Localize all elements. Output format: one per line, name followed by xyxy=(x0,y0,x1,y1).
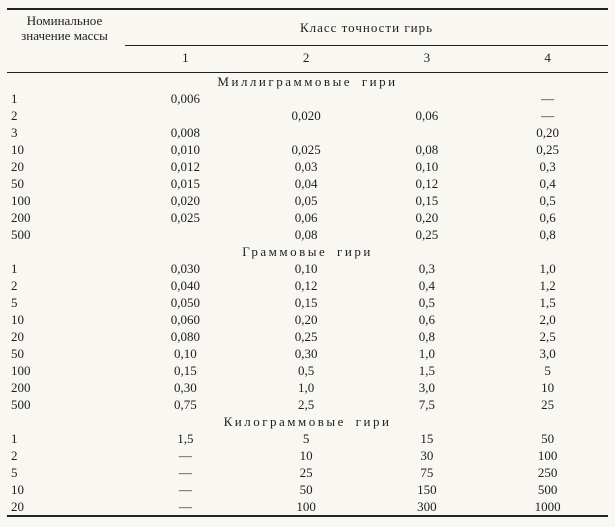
tolerance-class-4: 2,5 xyxy=(539,329,556,344)
tolerance-class-1: 0,30 xyxy=(174,380,197,395)
tolerance-class-2: 0,08 xyxy=(294,227,318,242)
nominal-mass-value: 1 xyxy=(11,431,18,446)
nominal-mass-value: 1 xyxy=(11,91,18,106)
tolerance-class-3: 0,10 xyxy=(415,159,439,174)
tolerance-class-4: 0,4 xyxy=(539,176,556,191)
tolerance-class-3: 15 xyxy=(420,431,434,446)
tolerance-class-3: 1,0 xyxy=(418,346,435,361)
tolerance-class-1: 0,75 xyxy=(174,397,197,412)
tolerance-class-4: 25 xyxy=(541,397,555,412)
tolerance-class-3: 0,15 xyxy=(415,193,439,208)
table-row xyxy=(7,107,608,124)
tolerance-class-2: 0,04 xyxy=(294,176,318,191)
table-row xyxy=(7,328,608,345)
tolerance-class-3: 0,12 xyxy=(415,176,439,191)
class-col-4: 4 xyxy=(544,50,551,65)
nominal-mass-value: 5 xyxy=(11,465,18,480)
tolerance-class-2: 50 xyxy=(299,482,313,497)
tolerance-class-3: 0,06 xyxy=(415,108,439,123)
nominal-mass-value: 3 xyxy=(11,125,18,140)
tolerance-class-3: 0,8 xyxy=(418,329,435,344)
tolerance-class-2: 10 xyxy=(299,448,313,463)
section-title-row xyxy=(7,413,608,430)
nominal-mass-value: 100 xyxy=(11,363,31,378)
table-row xyxy=(7,260,608,277)
tolerance-class-2: 0,12 xyxy=(294,278,318,293)
tolerance-class-4: — xyxy=(541,91,555,106)
nominal-mass-value: 1 xyxy=(11,261,18,276)
weights-accuracy-table xyxy=(7,8,608,517)
tolerance-class-1: — xyxy=(178,448,192,463)
tolerance-class-2: 0,06 xyxy=(294,210,318,225)
header-row-top xyxy=(7,9,608,46)
table-row xyxy=(7,396,608,413)
tolerance-class-1: 1,5 xyxy=(177,431,194,446)
tolerance-class-4: 500 xyxy=(537,482,558,497)
tolerance-class-3 xyxy=(367,124,488,141)
tolerance-class-2: 5 xyxy=(302,431,310,446)
tolerance-class-4: 3,0 xyxy=(539,346,556,361)
tolerance-class-1: 0,060 xyxy=(170,312,200,327)
tolerance-class-3: 7,5 xyxy=(418,397,435,412)
tolerance-class-3: 30 xyxy=(420,448,434,463)
tolerance-class-4: 0,5 xyxy=(539,193,556,208)
nominal-mass-value: 10 xyxy=(11,312,24,327)
nominal-mass-value: 200 xyxy=(11,380,31,395)
tolerance-class-4: 5 xyxy=(544,363,551,378)
tolerance-class-1: — xyxy=(178,499,192,514)
tolerance-class-2: 100 xyxy=(296,499,316,514)
table-row xyxy=(7,362,608,379)
table-header xyxy=(7,9,608,73)
section-title: Миллиграммовые гири xyxy=(217,74,398,89)
tolerance-class-1: 0,010 xyxy=(170,142,200,157)
nominal-mass-value: 100 xyxy=(11,193,31,208)
table-row xyxy=(7,481,608,498)
table-row xyxy=(7,158,608,175)
tolerance-class-2 xyxy=(246,90,367,107)
class-col-3: 3 xyxy=(423,50,431,65)
table-row xyxy=(7,498,608,516)
tolerance-class-1: 0,008 xyxy=(170,125,200,140)
table-row xyxy=(7,345,608,362)
tolerance-class-4: 0,6 xyxy=(539,210,556,225)
tolerance-class-1: 0,006 xyxy=(170,91,200,106)
tolerance-class-1: 0,040 xyxy=(170,278,200,293)
table-row xyxy=(7,464,608,481)
tolerance-class-1: 0,020 xyxy=(170,193,200,208)
tolerance-class-1: — xyxy=(178,465,192,480)
nominal-mass-value: 50 xyxy=(11,176,24,191)
nominal-mass-value: 20 xyxy=(11,159,24,174)
section-title: Килограммовые гири xyxy=(223,414,392,429)
tolerance-class-4: 1,2 xyxy=(539,278,556,293)
section-title-row xyxy=(7,73,608,91)
table-row xyxy=(7,379,608,396)
tolerance-class-4: 0,25 xyxy=(536,142,559,157)
tolerance-class-4: 1,5 xyxy=(539,295,556,310)
tolerance-class-3: 0,3 xyxy=(418,261,435,276)
tolerance-class-1: 0,030 xyxy=(170,261,200,276)
table-row xyxy=(7,175,608,192)
tolerance-class-1 xyxy=(125,226,246,243)
mass-column-header: Номинальное значение массы xyxy=(21,13,108,43)
nominal-mass-value: 10 xyxy=(11,482,24,497)
nominal-mass-value: 50 xyxy=(11,346,24,361)
tolerance-class-4: 50 xyxy=(541,431,555,446)
tolerance-class-2: 0,15 xyxy=(294,295,318,310)
tolerance-class-3 xyxy=(367,90,488,107)
tolerance-class-1 xyxy=(125,107,246,124)
tolerance-class-1: 0,012 xyxy=(170,159,200,174)
tolerance-class-4: 0,8 xyxy=(539,227,556,242)
tolerance-class-3: 0,20 xyxy=(415,210,439,225)
tolerance-class-4: 10 xyxy=(541,380,555,395)
accuracy-class-group-header: Класс точности гирь xyxy=(125,9,608,46)
section-title: Граммовые гири xyxy=(242,244,373,259)
nominal-mass-value: 2 xyxy=(11,448,18,463)
table-row xyxy=(7,141,608,158)
table-row xyxy=(7,311,608,328)
nominal-mass-value: 2 xyxy=(11,278,18,293)
tolerance-class-3: 3,0 xyxy=(418,380,435,395)
table-row xyxy=(7,294,608,311)
tolerance-class-3: 0,08 xyxy=(415,142,439,157)
nominal-mass-value: 20 xyxy=(11,499,24,514)
nominal-mass-value: 500 xyxy=(11,397,31,412)
tolerance-class-3: 150 xyxy=(417,482,437,497)
tolerance-class-2: 0,5 xyxy=(298,363,315,378)
tolerance-class-2: 25 xyxy=(299,465,313,480)
class-col-1: 1 xyxy=(182,50,189,65)
tolerance-class-4: 0,3 xyxy=(539,159,556,174)
nominal-mass-value: 200 xyxy=(11,210,31,225)
tolerance-class-3: 75 xyxy=(420,465,434,480)
tolerance-class-1: 0,10 xyxy=(174,346,197,361)
tolerance-class-4: 2,0 xyxy=(539,312,556,327)
table-row xyxy=(7,209,608,226)
table-row xyxy=(7,124,608,141)
tolerance-class-2 xyxy=(246,124,367,141)
tolerance-class-4: 0,20 xyxy=(536,125,559,140)
nominal-mass-value: 10 xyxy=(11,142,24,157)
tolerance-class-2: 0,20 xyxy=(294,312,318,327)
tolerance-class-2: 0,30 xyxy=(294,346,318,361)
tolerance-class-2: 0,025 xyxy=(291,142,321,157)
table-row xyxy=(7,430,608,447)
tolerance-class-4: 1000 xyxy=(534,499,561,514)
class-col-2: 2 xyxy=(302,50,310,65)
table-row xyxy=(7,447,608,464)
table-row xyxy=(7,277,608,294)
tolerance-class-2: 2,5 xyxy=(298,397,315,412)
nominal-mass-value: 500 xyxy=(11,227,31,242)
tolerance-class-1: 0,080 xyxy=(170,329,200,344)
tolerance-class-4: 1,0 xyxy=(539,261,556,276)
tolerance-class-2: 1,0 xyxy=(298,380,315,395)
nominal-mass-value: 20 xyxy=(11,329,24,344)
tolerance-class-1: 0,050 xyxy=(170,295,200,310)
tolerance-class-2: 0,10 xyxy=(294,261,318,276)
section-title-row xyxy=(7,243,608,260)
table-row xyxy=(7,192,608,209)
nominal-mass-value: 2 xyxy=(11,108,18,123)
tolerance-class-3: 1,5 xyxy=(418,363,435,378)
tolerance-class-2: 0,020 xyxy=(291,108,321,123)
tolerance-class-4: — xyxy=(541,108,555,123)
table-row xyxy=(7,226,608,243)
tolerance-class-3: 0,25 xyxy=(415,227,439,242)
tolerance-class-3: 0,6 xyxy=(418,312,435,327)
tolerance-class-2: 0,25 xyxy=(294,329,318,344)
tolerance-class-3: 300 xyxy=(417,499,437,514)
table-row xyxy=(7,90,608,107)
tolerance-class-3: 0,4 xyxy=(418,278,435,293)
tolerance-class-4: 250 xyxy=(537,465,558,480)
tolerance-class-1: 0,15 xyxy=(174,363,197,378)
tolerance-class-2: 0,05 xyxy=(294,193,318,208)
tolerance-class-1: 0,025 xyxy=(170,210,200,225)
table-body xyxy=(7,73,608,517)
tolerance-class-3: 0,5 xyxy=(418,295,435,310)
tolerance-class-4: 100 xyxy=(537,448,558,463)
tolerance-class-1: 0,015 xyxy=(170,176,200,191)
tolerance-class-2: 0,03 xyxy=(294,159,318,174)
nominal-mass-value: 5 xyxy=(11,295,18,310)
tolerance-class-1: — xyxy=(178,482,192,497)
